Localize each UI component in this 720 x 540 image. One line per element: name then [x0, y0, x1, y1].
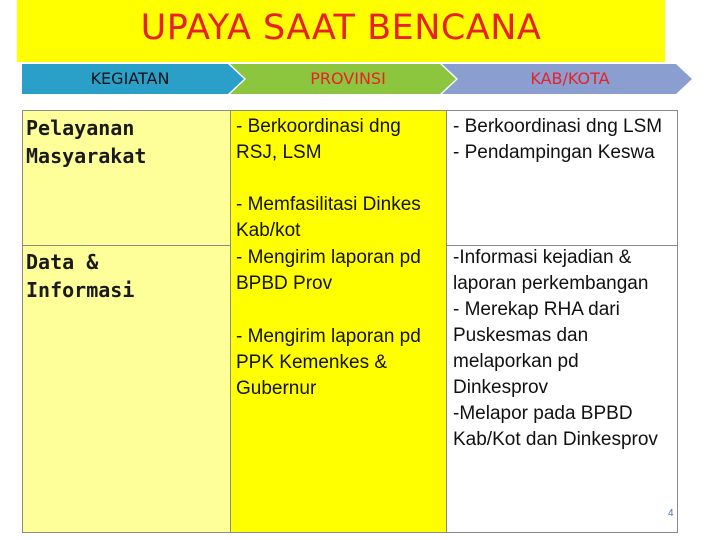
provinsi-item-1: - Berkoordinasi dng RSJ, LSM [236, 116, 401, 163]
category-pelayanan-masyarakat: Pelayanan Masyarakat [26, 116, 147, 168]
header-kabkota: KAB/KOTA [530, 69, 610, 88]
provinsi-item-2: - Memfasilitasi Dinkes Kab/kot [236, 194, 421, 241]
provinsi-column [230, 110, 447, 533]
page-title: UPAYA SAAT BENCANA [140, 8, 542, 48]
kabkota-item-2: -Informasi kejadian & laporan perkembangan - Merekap RHA dari Puskesmas dan melaporkan pd Dinkesprov -Melapor pada BPBD Kab/Kot dan Dinkesprov [453, 247, 658, 450]
provinsi-item-3: - Mengirim laporan pd BPBD Prov [236, 247, 421, 294]
category-data-informasi: Data & Informasi [26, 250, 135, 302]
page-number: 4 [668, 508, 674, 519]
provinsi-item-4: - Mengirim laporan pd PPK Kemenkes & Gubernur [236, 326, 421, 399]
header-provinsi: PROVINSI [310, 69, 386, 88]
title-bar [17, 0, 665, 62]
kabkota-item-1: - Berkoordinasi dng LSM - Pendampingan Keswa [453, 116, 663, 163]
header-kegiatan: KEGIATAN [90, 69, 170, 88]
